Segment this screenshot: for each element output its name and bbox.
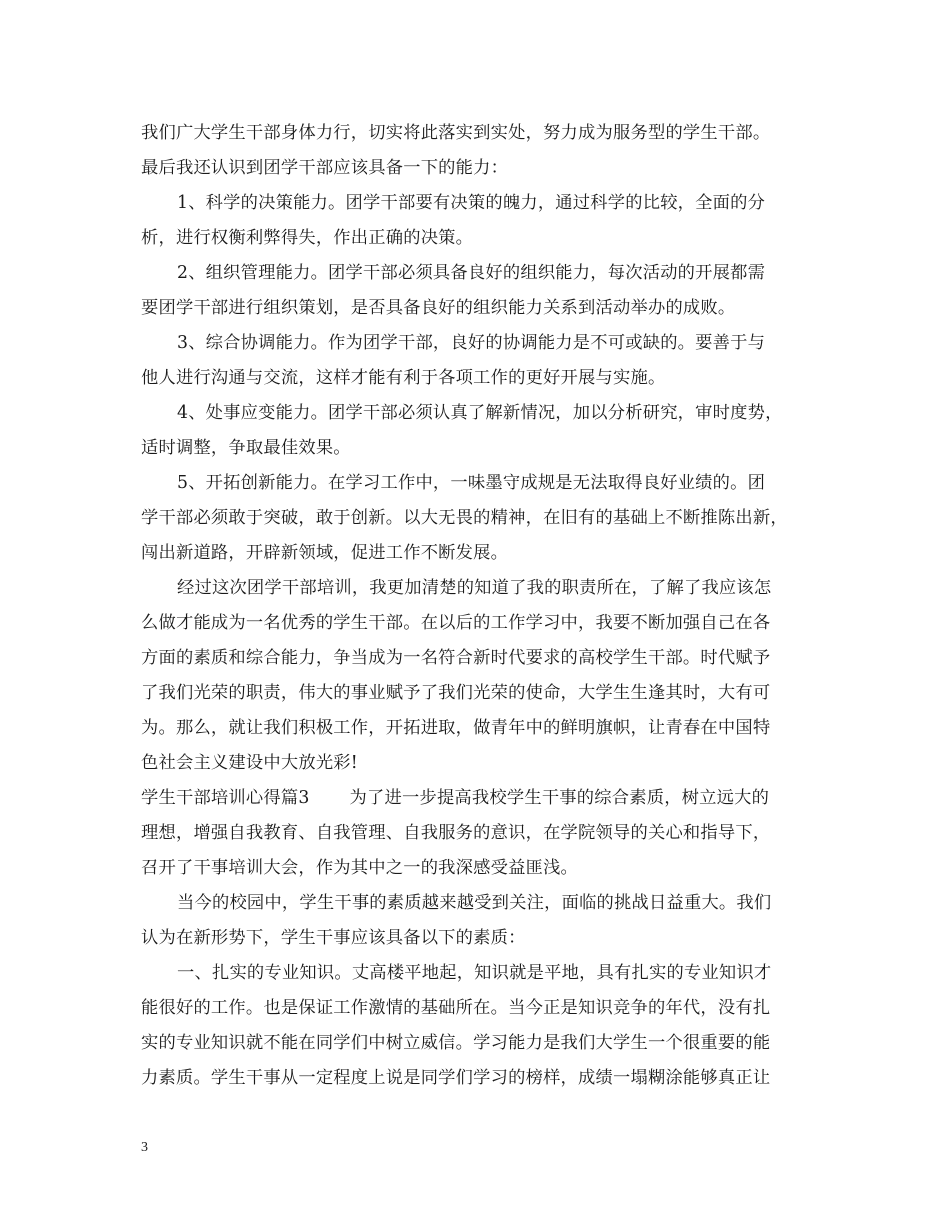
text-line: 2、组织管理能力。团学干部必须具备良好的组织能力，每次活动的开展都需 bbox=[177, 263, 766, 283]
document-body bbox=[141, 116, 821, 1096]
text-line: 我们广大学生干部身体力行，切实将此落实到实处，努力成为服务型的学生干部。 bbox=[141, 123, 771, 143]
page-number: 3 bbox=[141, 1140, 148, 1155]
text-line: 4、处事应变能力。团学干部必须认真了解新情况，加以分析研究，审时度势， bbox=[177, 403, 783, 423]
text-line: 最后我还认识到团学干部应该具备一下的能力： bbox=[141, 158, 509, 178]
text-line: 经过这次团学干部培训，我更加清楚的知道了我的职责所在，了解了我应该怎 bbox=[177, 578, 772, 598]
text-line: 闯出新道路，开辟新领域，促进工作不断发展。 bbox=[141, 543, 509, 563]
section-heading: 学生干部培训心得篇3 bbox=[141, 788, 310, 808]
text-line: 能很好的工作。也是保证工作激情的基础所在。当今正是知识竞争的年代，没有扎 bbox=[141, 998, 771, 1018]
text-line: 析，进行权衡利弊得失，作出正确的决策。 bbox=[141, 228, 474, 248]
text-line: 么做才能成为一名优秀的学生干部。在以后的工作学习中，我要不断加强自己在各 bbox=[141, 613, 771, 633]
text-line: 力素质。学生干事从一定程度上说是同学们学习的榜样，成绩一塌糊涂能够真正让 bbox=[141, 1068, 771, 1088]
text-line: 理想，增强自我教育、自我管理、自我服务的意识，在学院领导的关心和指导下， bbox=[141, 823, 771, 843]
section-heading-line bbox=[141, 781, 821, 816]
text-line: 色社会主义建设中大放光彩! bbox=[141, 753, 358, 773]
paragraphs-after-section bbox=[141, 816, 821, 1096]
text-line: 1、科学的决策能力。团学干部要有决策的魄力，通过科学的比较，全面的分 bbox=[177, 193, 766, 213]
text-line: 实的专业知识就不能在同学们中树立威信。学习能力是我们大学生一个很重要的能 bbox=[141, 1033, 771, 1053]
text-line: 3、综合协调能力。作为团学干部，良好的协调能力是不可或缺的。要善于与 bbox=[177, 333, 766, 353]
text-line: 为。那么，就让我们积极工作，开拓进取，做青年中的鲜明旗帜，让青春在中国特 bbox=[141, 718, 771, 738]
text-line: 召开了干事培训大会，作为其中之一的我深感受益匪浅。 bbox=[141, 858, 579, 878]
text-line: 了我们光荣的职责，伟大的事业赋予了我们光荣的使命，大学生生逢其时，大有可 bbox=[141, 683, 771, 703]
text-line: 认为在新形势下，学生干事应该具备以下的素质： bbox=[141, 928, 526, 948]
section-first-line: 为了进一步提高我校学生干事的综合素质，树立远大的 bbox=[349, 788, 770, 808]
text-line: 学干部必须敢于突破，敢于创新。以大无畏的精神，在旧有的基础上不断推陈出新， bbox=[141, 508, 788, 528]
text-line: 一、扎实的专业知识。丈高楼平地起，知识就是平地，具有扎实的专业知识才 bbox=[177, 963, 772, 983]
text-line: 他人进行沟通与交流，这样才能有利于各项工作的更好开展与实施。 bbox=[141, 368, 666, 388]
paragraphs-before-section bbox=[141, 116, 821, 781]
text-line: 方面的素质和综合能力，争当成为一名符合新时代要求的高校学生干部。时代赋予 bbox=[141, 648, 771, 668]
text-line: 要团学干部进行组织策划，是否具备良好的组织能力关系到活动举办的成败。 bbox=[141, 298, 736, 318]
text-line: 5、开拓创新能力。在学习工作中，一味墨守成规是无法取得良好业绩的。团 bbox=[177, 473, 766, 493]
text-line: 适时调整，争取最佳效果。 bbox=[141, 438, 351, 458]
text-line: 当今的校园中，学生干事的素质越来越受到关注，面临的挑战日益重大。我们 bbox=[177, 893, 772, 913]
